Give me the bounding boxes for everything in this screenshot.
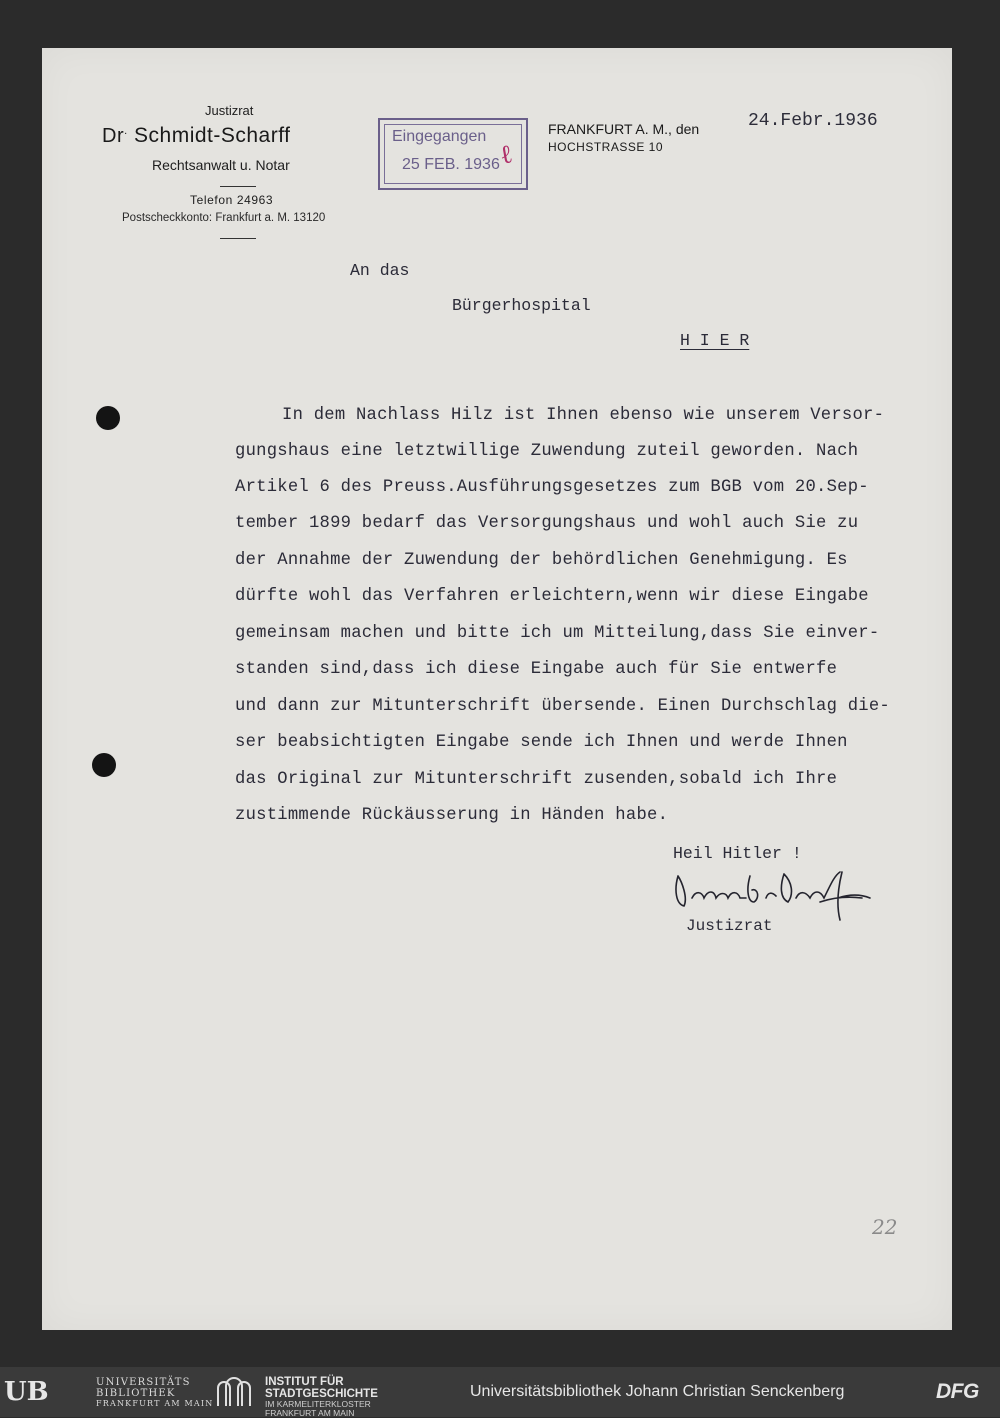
signature-title: Justizrat (686, 917, 773, 935)
address-line-2: Bürgerhospital (452, 296, 591, 315)
name-text: Schmidt-Scharff (134, 124, 291, 147)
letter-page (42, 48, 952, 1330)
stamp-label: Eingegangen (392, 128, 487, 145)
pencil-page-number: 22 (872, 1215, 898, 1239)
isg-line-4: FRANKFURT AM MAIN (265, 1407, 355, 1418)
ub-line-1: UNIVERSITÄTS (96, 1377, 191, 1388)
letterhead-postscheck: Postscheckkonto: Frankfurt a. M. 13120 (122, 212, 326, 224)
body-line: ser beabsichtigten Eingabe sende ich Ihnen und werde Ihnen (235, 733, 848, 752)
letterhead-street: HOCHSTRASSE 10 (548, 140, 664, 154)
isg-title (265, 1376, 378, 1400)
dfg-logo[interactable]: DFG (936, 1380, 979, 1403)
letterhead-city: FRANKFURT A. M., den (548, 121, 700, 137)
isg-line-1: INSTITUT FÜR (265, 1376, 344, 1388)
letterhead-name: Dr. Schmidt-Scharff (102, 124, 291, 147)
letterhead-telefon: Telefon 24963 (190, 193, 274, 207)
stamp-date: 25 FEB. 1936 (402, 156, 500, 173)
footer-library-name: Universitätsbibliothek Johann Christian Senckenberg (470, 1383, 845, 1400)
body-line: gungshaus eine letztwillige Zuwendung zuteil geworden. Nach (235, 442, 859, 461)
letterhead-rule (220, 186, 256, 187)
ub-logo[interactable]: UB (4, 1377, 49, 1407)
address-line-1: An das (350, 261, 410, 280)
isg-logo-icon[interactable] (214, 1376, 254, 1408)
body-line: der Annahme der Zuwendung der behördlichen Genehmigung. Es (235, 551, 848, 570)
ub-text (96, 1378, 213, 1410)
letterhead-title: Justizrat (205, 103, 254, 118)
ub-line-2: BIBLIOTHEK (96, 1387, 176, 1399)
body-line: Artikel 6 des Preuss.Ausführungsgesetzes zum BGB vom 20.Sep- (235, 478, 869, 497)
address-line-3: H I E R (680, 331, 750, 350)
isg-subtitle (265, 1400, 371, 1417)
letterhead-role: Rechtsanwalt u. Notar (152, 157, 290, 173)
body-line: und dann zur Mitunterschrift übersende. Einen Durchschlag die- (235, 697, 890, 716)
body-line: das Original zur Mitunterschrift zusenden,sobald ich Ihre (235, 770, 838, 789)
body-line: gemeinsam machen und bitte ich um Mitteilung,dass Sie einver- (235, 624, 880, 643)
letter-date: 24.Febr.1936 (748, 111, 878, 131)
name-prefix: Dr (102, 125, 125, 147)
punch-hole-bottom (92, 753, 116, 777)
punch-hole-top (96, 406, 120, 430)
body-line: zustimmende Rückäusserung in Händen habe. (235, 806, 669, 825)
body-line: dürfte wohl das Verfahren erleichtern,wenn wir diese Eingabe (235, 587, 869, 606)
ub-line-3: FRANKFURT AM MAIN (96, 1399, 214, 1408)
isg-line-3: IM KARMELITERKLOSTER (265, 1399, 371, 1409)
stamp-initial-mark: ℓ (497, 139, 515, 171)
body-line: standen sind,dass ich diese Eingabe auch für Sie entwerfe (235, 660, 838, 679)
isg-line-2: STADTGESCHICHTE (265, 1388, 378, 1400)
body-line: tember 1899 bedarf das Versorgungshaus und wohl auch Sie zu (235, 514, 859, 533)
footer-bar (0, 1367, 1000, 1417)
body-line: In dem Nachlass Hilz ist Ihnen ebenso wie unserem Versor- (282, 406, 885, 425)
letterhead-rule-2 (220, 238, 256, 239)
received-stamp (378, 118, 528, 190)
closing-greeting: Heil Hitler ! (673, 844, 802, 863)
